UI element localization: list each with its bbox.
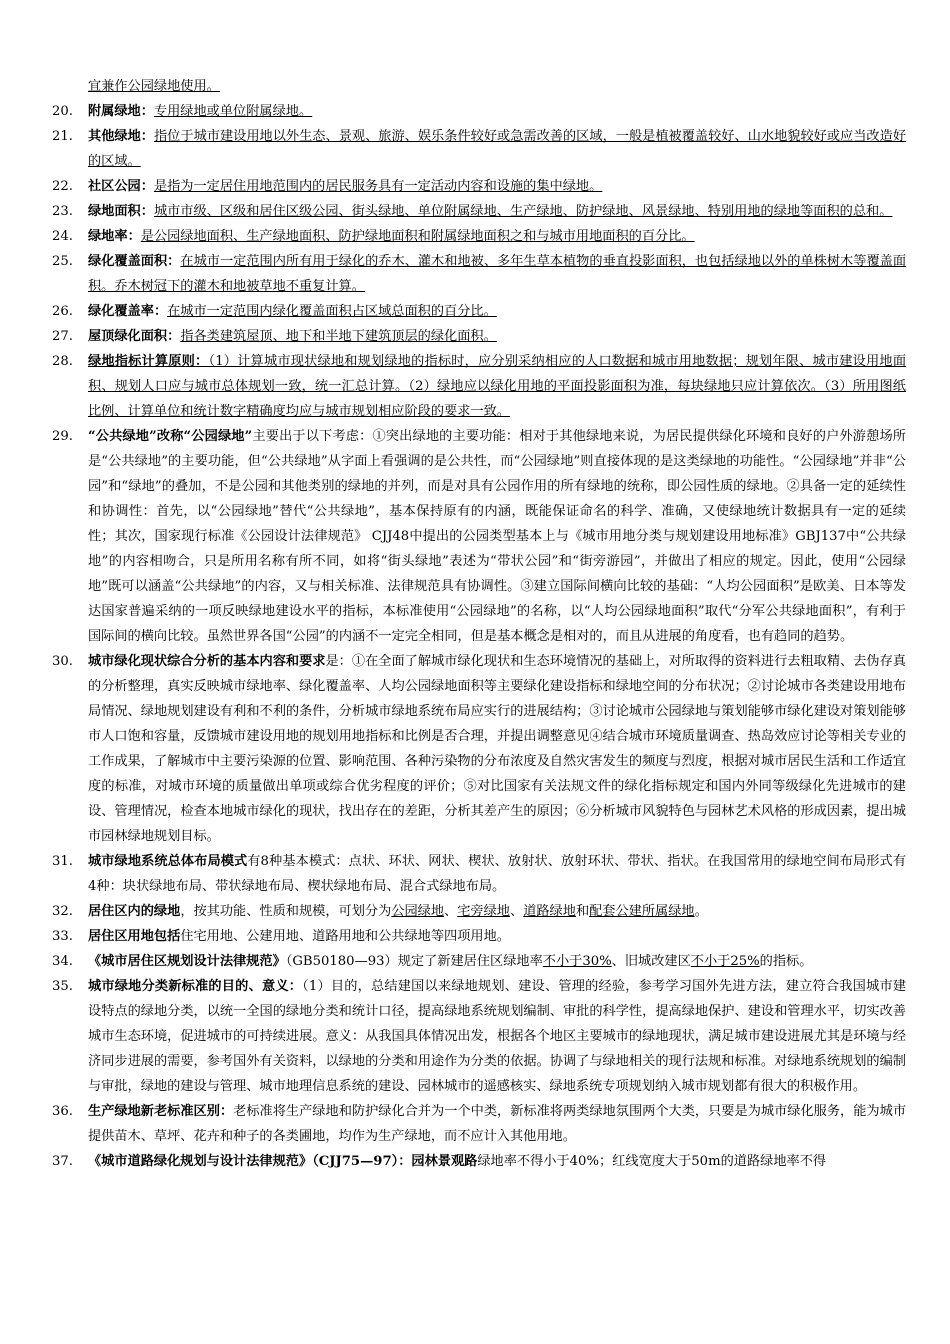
item-number: 29.: [52, 429, 73, 444]
list-item: [0, 974, 950, 1099]
list-item: [0, 124, 950, 174]
item-term: 屋顶绿化面积: [88, 329, 168, 344]
item-text: ①在全面了解城市绿化现状和生态环境情况的基础上，对所取得的资料进行去粗取精、去伪存真的分析整理，真实反映城市绿地率、绿化覆盖率、人均公园绿地面积等主要绿化建设指标和绿地空间的分布状况；②讨论城市各类建设用地布局情况、绿地规划建设有利和不利的条件，分析城市绿地系统布局应实行的进展结构；③讨论城市公园绿地与策划能够市绿化建设对策划能够市人口饱和容量，反馈城市建设用地的规划用地指标和比例是否合理，并提出调整意见④结合城市环境质量调查、热岛效应讨论等相关专业的工作成果，了解城市中主要污染源的位置、影响范围、各种污染物的分布浓度及自然灾害发生的频度与烈度，根据对城市居民生活和工作适宜度的标准，对城市环境的质量做出单项或综合优劣程度的评价；⑤对比国家有关法规文件的绿化指标规定和国内外同等级绿化先进城市的建设、管理情况，检查本地城市绿化的现状，找出存在的差距，分析其差产生的原因；⑥分析城市风貌特色与园林艺术风格的形成因素，提出城市园林绿地规划目标。: [88, 654, 906, 844]
item-text: 在城市一定范围内所有用于绿化的乔木、灌木和地被、多年生草本植物的垂直投影面积，也包括绿地以外的单株树木等覆盖面积。乔木树冠下的灌木和地被草地不重复计算。: [88, 254, 907, 294]
item-sep: ：: [140, 129, 154, 144]
item-sep: ：: [167, 254, 181, 269]
item-term: 绿地面积: [88, 204, 141, 219]
item-term: 居住区用地包括: [88, 929, 181, 944]
item-text: 指位于城市建设用地以外生态、景观、旅游、娱乐条件较好或急需改善的区域，一般是植被覆盖较好、山水地貌较好或应当改造好的区域。: [88, 129, 907, 169]
item-sep: ：: [219, 1104, 234, 1119]
item-term: 城市绿地系统总体布局模式: [88, 854, 248, 869]
list-item: [0, 949, 950, 974]
item-term: “公共绿地”改称“公园绿地”: [88, 429, 253, 444]
item-number: 23.: [52, 204, 73, 219]
item-end: 。: [694, 904, 708, 919]
item-number: 34.: [52, 954, 73, 969]
item-highlight: 不小于25%: [690, 954, 760, 969]
list-item: [0, 1149, 950, 1174]
list-item: [0, 174, 950, 199]
item-sep: ：: [288, 979, 303, 994]
item-term: 生产绿地新老标准区别: [88, 1104, 220, 1119]
item-sep: ，: [180, 904, 194, 919]
item-sep: ：: [140, 179, 154, 194]
item-text: 城市市级、区级和居住区级公园、街头绿地、单位附属绿地、生产绿地、防护绿地、风景绿地、特别用地的绿地等面积的总和。: [153, 204, 893, 219]
item-end: 的指标。: [759, 954, 813, 969]
item-text: 是公园绿地面积、生产绿地面积、防护绿地面积和附属绿地面积之和与城市用地面积的百分比。: [140, 229, 695, 244]
list-item: [0, 424, 950, 649]
item-text: 主要出于以下考虑：①突出绿地的主要功能：相对于其他绿地来说，为居民提供绿化环境和良好的户外游憩场所是“公共绿地”的主要功能，但“公共绿地”从字面上看强调的是公共性，而“公园绿地”则直接体现的是这类绿地的功能性。“公园绿地”并非“公园”和“绿地”的叠加，不是公园和其他类别的绿地的并列，而是对具有公园作用的所有绿地的统称，即公园性质的绿地。②具备一定的延续性和协调性：首先，以“公园绿地”替代“公共绿地”，基本保持原有的内涵，既能保证命名的科学、准确，又使绿地统计数据具有一定的延续性；其次，国家现行标准《公园设计法律规范》 CJJ48中提出的公园类型基本上与《城市用地分类与规划建设用地标准》GBJ137中“公共绿地”的内容相吻合，只是所用名称有所不同，如将“街头绿地”表述为“带状公园”和“街旁游园”，并做出了相应的规定。因此，使用“公园绿地”既可以涵盖“公共绿地”的内容，又与相关标准、法律规范具有协调性。③建立国际间横向比较的基础：“人均公园面积”是欧美、日本等发达国家普遍采纳的一项反映绿地建设水平的指标，本标准使用“公园绿地”的名称，以“人均公园绿地面积”取代“分军公共绿地面积”，有利于国际间的横向比较。虽然世界各国“公园”的内涵不一定完全相同，但是基本概念是相对的，而且从进展的角度看，也有趋同的趋势。: [88, 429, 906, 644]
list-item: [0, 649, 950, 849]
list-item: [0, 249, 950, 299]
item-number: 37.: [52, 1154, 73, 1169]
item-highlight: 不小于30%: [542, 954, 612, 969]
item-sep: 、: [444, 904, 458, 919]
item-term: 居住区内的绿地: [88, 904, 181, 919]
item-number: 27.: [52, 329, 73, 344]
item-text: 是指为一定居住用地范围内的居民服务具有一定活动内容和设施的集中绿地。: [153, 179, 603, 194]
list-item: [0, 899, 950, 924]
item-number: 35.: [52, 979, 73, 994]
item-sep: ：: [140, 204, 154, 219]
item-term: 《城市居住区规划设计法律规范》: [88, 954, 286, 969]
item-number: 20.: [52, 104, 73, 119]
item-term: 绿地指标计算原则: [88, 354, 196, 369]
item-sep: 、旧城改建区: [611, 954, 691, 969]
item-number: 22.: [52, 179, 73, 194]
item-term: 绿地率: [88, 229, 128, 244]
continuation-line: [0, 74, 950, 99]
item-sep: ：: [153, 304, 168, 319]
item-sep: ：: [127, 229, 141, 244]
item-term: 城市绿地分类新标准的目的、意义: [88, 979, 289, 994]
item-number: 28.: [52, 354, 73, 369]
item-term: 附属绿地: [88, 104, 141, 119]
item-text: （1）目的，总结建国以来绿地规划、建设、管理的经验，参考学习国外先进方法，建立符合我国城市建设特点的绿地分类，以统一全国的绿地分类和统计口径，提高绿地系统规划编制、审批的科学性，提高绿地保护、建设和管理水平，切实改善城市生态环境，促进城市的可持续进展。意义：从我国具体情况出发，根据各个地区主要城市的绿地现状，满足城市建设进展尤其是环境与经济同步进展的需要，参考国外有关资料，以绿地的分类和用途作为分类的依据。协调了与绿地相关的现行法规和标准。对绿地系统规划的编制与审批，绿地的建设与管理、城市地理信息系统的建设、园林城市的遥感核实、绿地系统专项规划纳入城市规划都有很大的积极作用。: [88, 979, 907, 1094]
item-highlight: 公园绿地: [391, 904, 445, 919]
item-term: 绿化覆盖面积: [88, 254, 168, 269]
item-number: 24.: [52, 229, 73, 244]
list-item: [0, 349, 950, 424]
item-term: 绿化覆盖率: [88, 304, 154, 319]
list-item: [0, 924, 950, 949]
item-sep: 是：: [325, 654, 352, 669]
item-number: 32.: [52, 904, 73, 919]
item-number: 33.: [52, 929, 73, 944]
item-number: 25.: [52, 254, 73, 269]
list-item: [0, 324, 950, 349]
item-term: 城市绿化现状综合分析的基本内容和要求: [88, 654, 326, 669]
item-text: （1）计算城市现状绿地和规划绿地的指标时，应分别采纳相应的人口数据和城市用地数据；规划年限、城市建设用地面积、规划人口应与城市总体规划一致，统一汇总计算。（2）绿地应以绿化用地的平面投影面积为准，每块绿地只应计算依次。（3）所用图纸比例、计算单位和统计数字精确度均应与城市规划相应阶段的要求一致。: [88, 354, 907, 419]
item-text: 在城市一定范围内绿化覆盖面积占区域总面积的百分比。: [167, 304, 497, 319]
item-highlight: 宅旁绿地: [457, 904, 510, 919]
item-highlight: 配套公建所属绿地: [589, 904, 695, 919]
list-item: [0, 224, 950, 249]
item-sep: ：: [195, 354, 209, 369]
item-text: （GB50180—93）规定了新建居住区绿地率: [285, 954, 543, 969]
list-item: [0, 299, 950, 324]
list-item: [0, 1099, 950, 1149]
list-item: [0, 849, 950, 899]
item-number: 36.: [52, 1104, 73, 1119]
item-text: 老标准将生产绿地和防护绿化合并为一个中类，新标准将两类绿地氛围两个大类，只要是为城市绿化服务，能为城市提供苗木、草坪、花卉和种子的各类圃地，均作为生产绿地，而不应计入其他用地。: [88, 1104, 907, 1144]
item-number: 26.: [52, 304, 73, 319]
item-text: 指各类建筑屋顶、地下和半地下建筑顶层的绿化面积。: [180, 329, 497, 344]
item-sep: 、: [510, 904, 524, 919]
item-text: 专用绿地或单位附属绿地。: [153, 104, 313, 119]
item-term: 社区公园: [88, 179, 141, 194]
item-text: 按其功能、性质和规模，可划分为: [193, 904, 392, 919]
item-text: 有8种基本模式：点状、环状、网状、楔状、放射状、放射环状、带状、指状。在我国常用的绿地空间布局形式有4种：块状绿地布局、带状绿地布局、楔状绿地布局、混合式绿地布局。: [88, 854, 907, 894]
item-text: 住宅用地、公建用地、道路用地和公共绿地等四项用地。: [180, 929, 510, 944]
item-sep: 和: [575, 904, 590, 919]
item-highlight: 道路绿地: [523, 904, 576, 919]
item-sep: ：: [140, 104, 154, 119]
item-text: 绿地率不得小于40%；红线宽度大于50m的道路绿地率不得: [477, 1154, 827, 1169]
continuation-text: 宜兼作公园绿地使用。: [88, 79, 220, 94]
item-number: 21.: [52, 129, 73, 144]
list-item: [0, 99, 950, 124]
item-term: 《城市道路绿化规划与设计法律规范》（CJJ75—97）：园林景观路: [88, 1154, 478, 1169]
item-term: 其他绿地: [88, 129, 141, 144]
item-sep: ：: [167, 329, 181, 344]
item-number: 31.: [52, 854, 73, 869]
list-item: [0, 199, 950, 224]
item-number: 30.: [52, 654, 73, 669]
